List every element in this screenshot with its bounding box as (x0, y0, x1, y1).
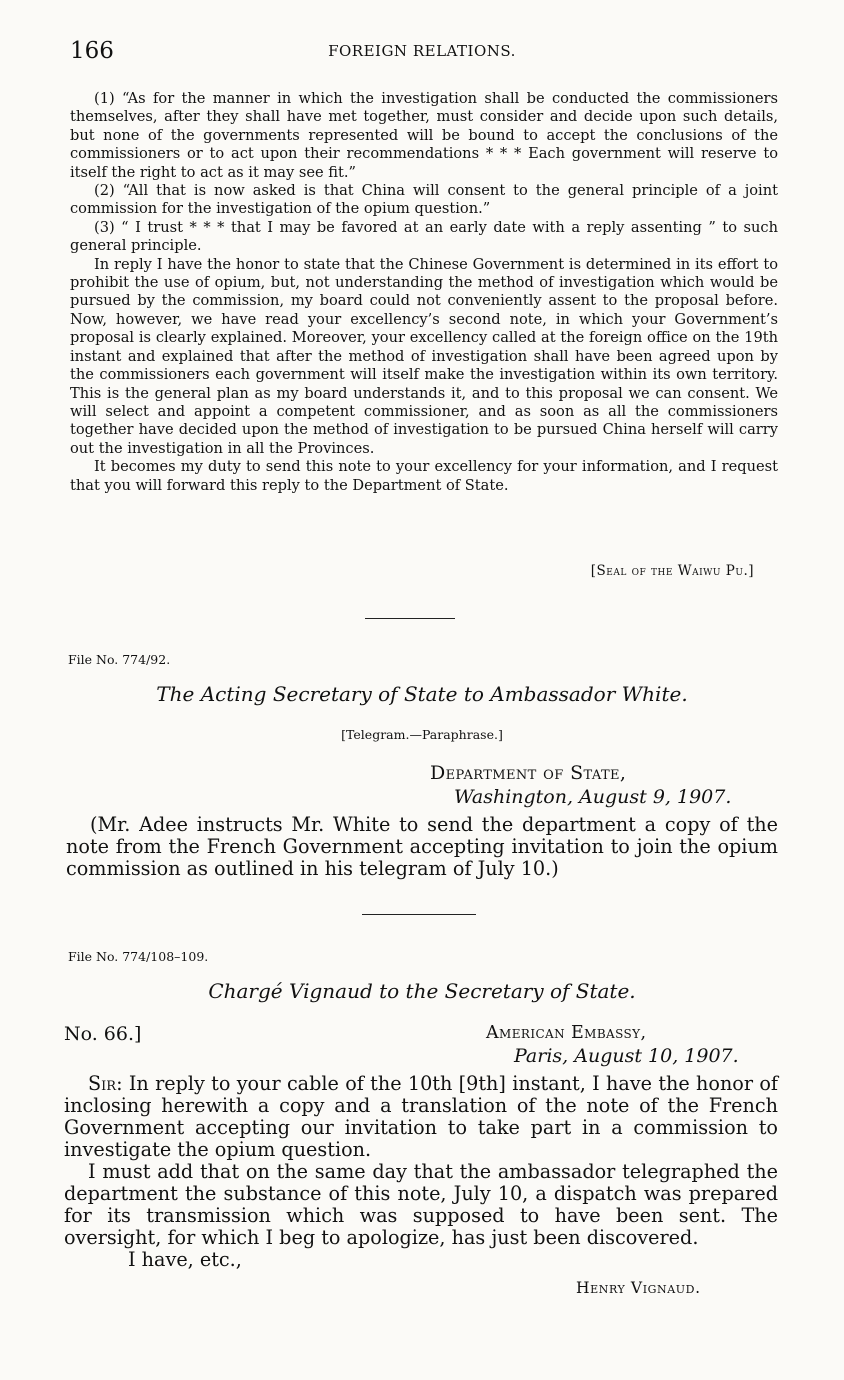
letter-paragraph-2: I must add that on the same day that the ambassador telegraphed the department the substance of this note, July 10, a dispatch was prepared for its transmission which was supposed to have been sent. The oversight, for which I beg to apologize, has just been discovered. (64, 1160, 778, 1249)
running-title: FOREIGN RELATIONS. (328, 42, 516, 60)
despatch-number: No. 66.] (64, 1023, 142, 1045)
telegram-body (66, 814, 778, 880)
salutation: Sir (88, 1072, 117, 1095)
note-paragraph-4: In reply I have the honor to state that the Chinese Government is determined in its effort to prohibit the use of opium, but, not understanding the method of investigation which would be pursued by the commission, my board could not conveniently assent to the proposal before. Now, however, we have read your excellency’s second note, in which your Government’s proposal is clearly explained. Moreover, your excellency called at the foreign office on the 19th instant and explained that after the method of investigation shall have been agreed upon by the commissioners each government will itself make the investigation within its own territory. This is the general plan as my board understands it, and to this proposal we can consent. We will select and appoint a competent commissioner, and as soon as all the commissioners together have decided upon the method of investigation to be pursued China herself will carry out the investigation in all the Provinces. (70, 255, 778, 457)
chinese-note-body (70, 90, 778, 495)
page-number: 166 (70, 38, 114, 64)
signature: Henry Vignaud. (576, 1279, 701, 1297)
telegram-paragraph: (Mr. Adee instructs Mr. White to send the department a copy of the note from the French Government accepting invitation to join the opium commission as outlined in his telegram of July 10.) (66, 813, 778, 880)
file-number: File No. 774/92. (68, 652, 171, 667)
sender-line: Department of State, (430, 762, 627, 784)
letter-paragraph-1-text: : In reply to your cable of the 10th [9th] instant, I have the honor of inclosing herewith a copy and a translation of the note of the French Government accepting our invitation to take part in a commission to investigate the opium question. (64, 1072, 778, 1161)
note-paragraph-5: It becomes my duty to send this note to your excellency for your information, and I request that you will forward this reply to the Department of State. (70, 458, 778, 494)
letter-body (64, 1073, 778, 1271)
note-paragraph-1: (1) “As for the manner in which the investigation shall be conducted the commissioners themselves, after they shall have met together, must consider and decide upon such details, but none of the governments represented will be bound to accept the conclusions of the commissioners or to act upon their recommendations * * * Each government will reserve to itself the right to act as it may see fit.” (70, 90, 778, 181)
file-number: File No. 774/108–109. (68, 949, 209, 964)
letter-paragraph-1 (64, 1073, 778, 1161)
date-line: Paris, August 10, 1907. (514, 1045, 739, 1067)
sender-line: American Embassy, (486, 1023, 647, 1043)
document-title: The Acting Secretary of State to Ambassador White. (156, 682, 688, 706)
seal-line: [Seal of the Waiwu Pu.] (590, 563, 754, 579)
section-divider (362, 914, 476, 915)
document-title: Chargé Vignaud to the Secretary of State. (208, 979, 636, 1003)
section-divider (365, 618, 455, 619)
closing-line: I have, etc., (128, 1248, 242, 1271)
date-line: Washington, August 9, 1907. (454, 786, 732, 808)
note-paragraph-3: (3) “ I trust * * * that I may be favored at an early date with a reply assenting ” to such general principle. (70, 218, 778, 255)
note-paragraph-2: (2) “All that is now asked is that China will consent to the general principle of a joint commission for the investigation of the opium question.” (70, 182, 778, 218)
document-subtitle: [Telegram.—Paraphrase.] (341, 727, 503, 742)
